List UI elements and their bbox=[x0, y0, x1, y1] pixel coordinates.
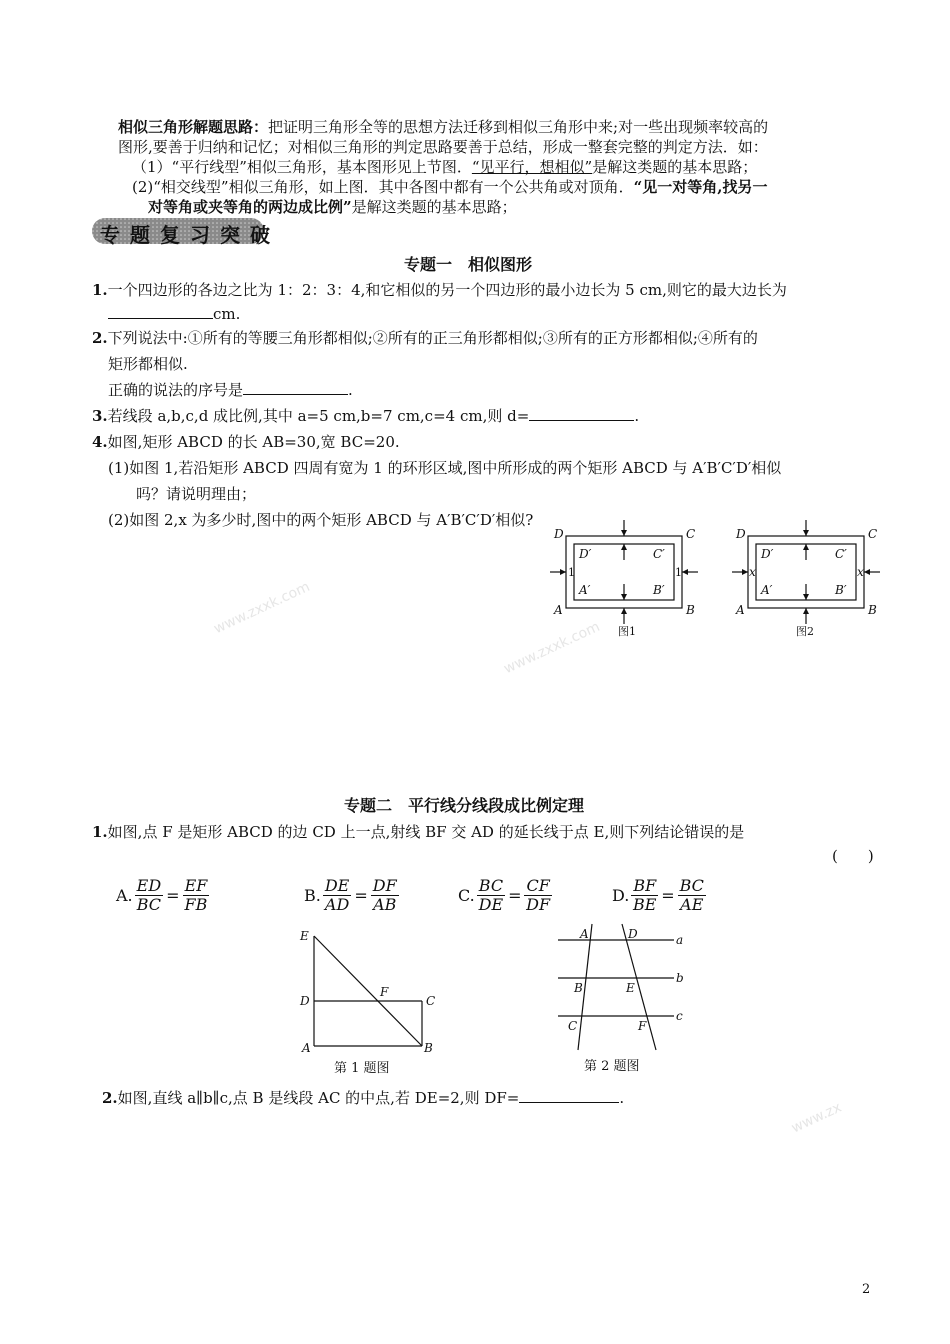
svg-text:1: 1 bbox=[568, 566, 575, 579]
intro-line-4: (2)“相交线型”相似三角形，如上图．其中各图中都有一个公共角或对顶角．“见一对等角,找另一 bbox=[132, 178, 768, 196]
svg-text:C: C bbox=[686, 527, 696, 541]
svg-text:A: A bbox=[580, 927, 589, 941]
topic2-title: 专题二 平行线分线段成比例定理 bbox=[344, 796, 585, 815]
svg-text:D: D bbox=[300, 994, 310, 1008]
intro-line-5: 对等角或夹等角的两边成比例”是解这类题的基本思路； bbox=[148, 198, 517, 216]
t2-q2: 2.如图,直线 a∥b∥c,点 B 是线段 AC 的中点,若 DE=2,则 DF= . bbox=[102, 1089, 625, 1107]
answer-blank[interactable] bbox=[243, 380, 348, 395]
svg-text:A′: A′ bbox=[579, 583, 591, 597]
watermark: www.zxxk.com bbox=[501, 618, 603, 678]
svg-text:a: a bbox=[676, 933, 684, 947]
topic1-title: 专题一 相似图形 bbox=[404, 255, 533, 274]
svg-text:D′: D′ bbox=[579, 547, 592, 561]
svg-text:D: D bbox=[736, 527, 746, 541]
t1-q4-part1b: 吗？请说明理由； bbox=[136, 485, 257, 503]
svg-text:F: F bbox=[380, 985, 389, 999]
svg-text:B: B bbox=[686, 603, 695, 617]
t1-q2-line2: 矩形都相似. bbox=[108, 355, 188, 373]
intro-line-2: 图形,要善于归纳和记忆；对相似三角形的判定思路要善于总结，形成一整套完整的判定方法．如： bbox=[118, 138, 768, 156]
svg-text:图2: 图2 bbox=[796, 625, 814, 638]
watermark: www.zxxk.com bbox=[211, 578, 313, 638]
svg-text:x: x bbox=[857, 565, 864, 579]
t1-q4-part1: (1)如图 1,若沿矩形 ABCD 四周有宽为 1 的环形区域,图中所形成的两个矩形 ABCD 与 A′B′C′D′相似 bbox=[108, 459, 782, 477]
option-b[interactable]: B. $\frac{DE}{AD}$ = $\frac{DF}{AB}$ bbox=[304, 876, 397, 914]
t1-q3: 3.若线段 a,b,c,d 成比例,其中 a=5 cm,b=7 cm,c=4 cm,则 d= . bbox=[92, 407, 640, 425]
section-banner: 专题复习突破 bbox=[100, 223, 280, 247]
figure-q2 bbox=[548, 920, 698, 1080]
t1-q2-line3: 正确的说法的序号是 . bbox=[108, 381, 353, 399]
svg-text:D′: D′ bbox=[761, 547, 774, 561]
svg-text:A: A bbox=[554, 603, 563, 617]
watermark: www.zx bbox=[789, 1099, 845, 1137]
svg-text:D: D bbox=[554, 527, 564, 541]
svg-text:x: x bbox=[749, 565, 756, 579]
figure-1 bbox=[548, 518, 706, 640]
answer-paren[interactable]: ( ) bbox=[832, 847, 874, 865]
t1-q2: 2.下列说法中:①所有的等腰三角形都相似;②所有的正三角形都相似;③所有的正方形都相似;④所有的 bbox=[92, 329, 758, 347]
t1-q1: 1.一个四边形的各边之比为 1：2：3：4,和它相似的另一个四边形的最小边长为 5 cm,则它的最大边长为 bbox=[92, 281, 787, 299]
svg-text:c: c bbox=[676, 1009, 683, 1023]
svg-text:C′: C′ bbox=[653, 547, 665, 561]
option-d[interactable]: D. $\frac{BF}{BE}$ = $\frac{BC}{AE}$ bbox=[612, 876, 704, 914]
intro-line-1: 相似三角形解题思路：把证明三角形全等的思想方法迁移到相似三角形中来;对一些出现频率较高的 bbox=[118, 118, 769, 136]
svg-text:第 2 题图: 第 2 题图 bbox=[584, 1059, 640, 1074]
svg-text:B′: B′ bbox=[653, 583, 665, 597]
svg-text:图1: 图1 bbox=[618, 625, 636, 638]
svg-text:A′: A′ bbox=[761, 583, 773, 597]
answer-blank[interactable] bbox=[108, 304, 213, 319]
svg-text:A: A bbox=[302, 1041, 311, 1055]
svg-text:C′: C′ bbox=[835, 547, 847, 561]
t2-q1: 1.如图,点 F 是矩形 ABCD 的边 CD 上一点,射线 BF 交 AD 的延长线于点 E,则下列结论错误的是 bbox=[92, 823, 745, 841]
svg-text:F: F bbox=[638, 1019, 647, 1033]
figure-q1 bbox=[296, 926, 446, 1080]
svg-text:第 1 题图: 第 1 题图 bbox=[334, 1061, 390, 1076]
answer-blank[interactable] bbox=[519, 1088, 619, 1103]
svg-text:B: B bbox=[868, 603, 877, 617]
t1-q4: 4.如图,矩形 ABCD 的长 AB=30,宽 BC=20. bbox=[92, 433, 400, 451]
svg-text:E: E bbox=[626, 981, 635, 995]
svg-text:b: b bbox=[676, 971, 684, 985]
answer-blank[interactable] bbox=[529, 406, 634, 421]
intro-line-3: （1）“平行线型”相似三角形，基本图形见上节图．“见平行，想相似”是解这类题的基本思路； bbox=[132, 158, 758, 176]
svg-text:C: C bbox=[426, 994, 436, 1008]
svg-text:A: A bbox=[736, 603, 745, 617]
figure-2 bbox=[730, 518, 888, 640]
svg-text:C: C bbox=[568, 1019, 578, 1033]
option-a[interactable]: A. $\frac{ED}{BC}$ = $\frac{EF}{FB}$ bbox=[116, 876, 208, 914]
svg-text:B: B bbox=[574, 981, 583, 995]
t1-q1-answer: cm. bbox=[108, 304, 240, 324]
svg-text:D: D bbox=[628, 927, 638, 941]
t1-q4-part2: (2)如图 2,x 为多少时,图中的两个矩形 ABCD 与 A′B′C′D′相似? bbox=[108, 511, 534, 529]
svg-text:E: E bbox=[300, 929, 309, 943]
svg-text:1: 1 bbox=[675, 566, 682, 579]
svg-text:C: C bbox=[868, 527, 878, 541]
svg-text:B: B bbox=[424, 1041, 433, 1055]
page-number: 2 bbox=[862, 1282, 871, 1297]
svg-text:B′: B′ bbox=[835, 583, 847, 597]
option-c[interactable]: C. $\frac{BC}{DE}$ = $\frac{CF}{DF}$ bbox=[458, 876, 551, 914]
